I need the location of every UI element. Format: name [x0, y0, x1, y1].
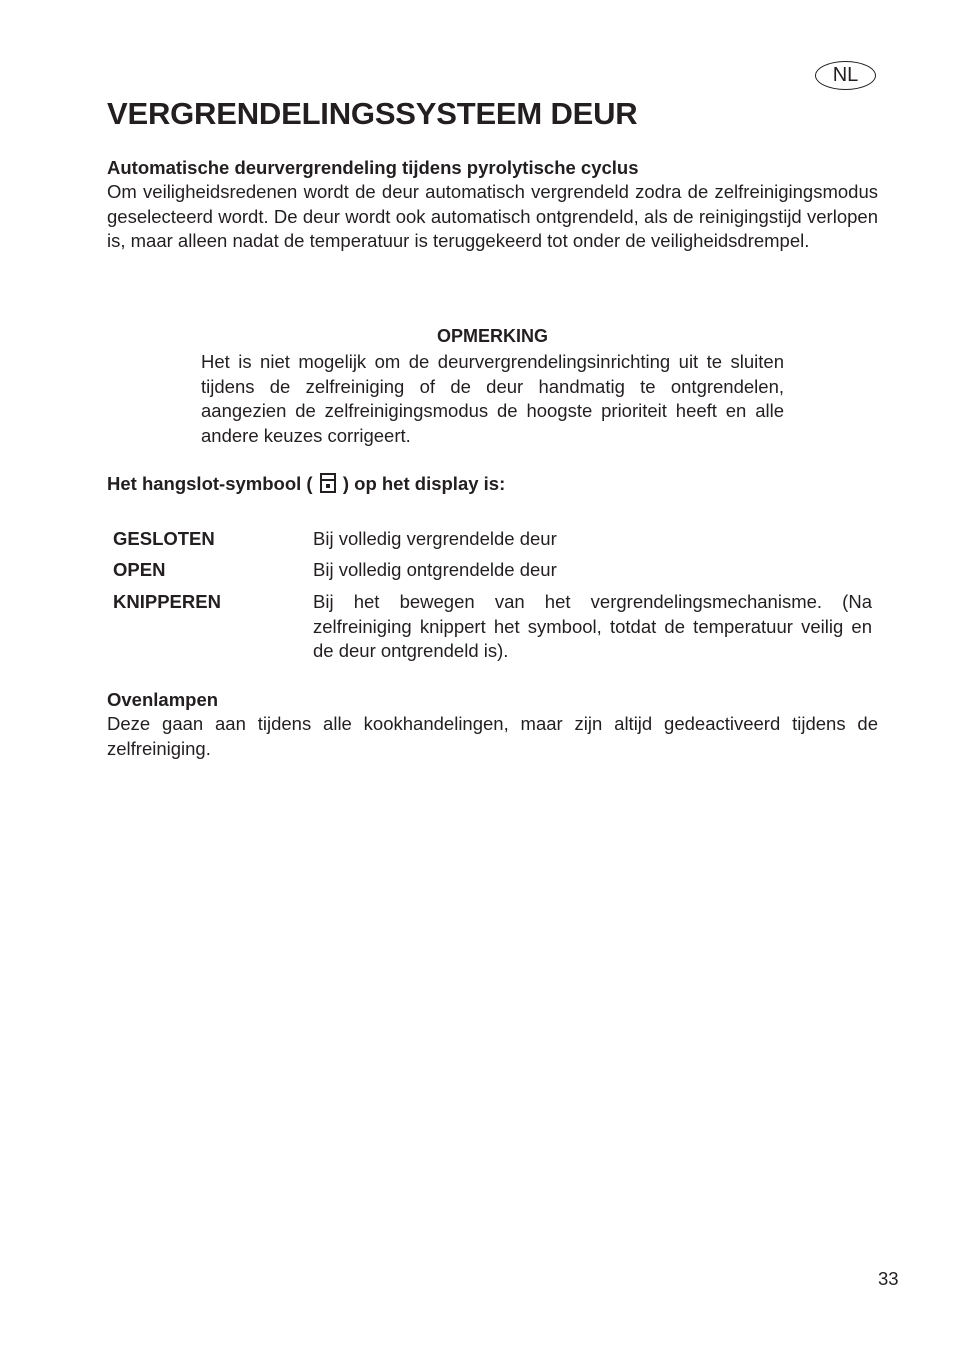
state-row-open [113, 558, 872, 583]
section-heading-door-lock: Automatische deurvergrendeling tijdens pyrolytische cyclus [107, 157, 639, 178]
page-number: 33 [878, 1268, 899, 1289]
state-description: Bij volledig ontgrendelde deur [313, 559, 557, 580]
note-body: Het is niet mogelijk om de deurvergrendelingsinrichting uit te sluiten tijdens de zelfreiniging of de deur handmatig te ontgrendelen, aangezien de zelfreinigingsmodus de hoogste prioriteit heeft en alle andere keuzes corrigeert. [201, 351, 784, 446]
state-term: OPEN [113, 559, 166, 580]
page-title: VERGRENDELINGSSYSTEEM DEUR [107, 96, 638, 131]
state-term: GESLOTEN [113, 528, 215, 549]
section-heading-oven-lamps: Ovenlampen [107, 689, 219, 710]
state-row-closed [113, 527, 872, 552]
padlock-heading [107, 472, 878, 497]
state-term: KNIPPEREN [113, 591, 221, 612]
state-description: Bij volledig vergrendelde deur [313, 528, 557, 549]
padlock-heading-after: ) op het display is: [342, 473, 506, 494]
state-row-blinking [113, 590, 872, 664]
section-body-door-lock: Om veiligheidsredenen wordt de deur automatisch vergrendeld zodra de zelfreinigingsmodus geselecteerd wordt. De deur wordt ook automatisch ontgrendeld, als de reinigingstijd verlopen is, maar alleen nadat de temperatuur is teruggekeerd tot onder de veiligheidsdrempel. [107, 181, 878, 251]
note-heading: OPMERKING [436, 326, 548, 346]
language-badge: NL [815, 61, 876, 90]
section-body-oven-lamps: Deze gaan aan tijdens alle kookhandelingen, maar zijn altijd gedeactiveerd tijdens de zelfreiniging. [107, 713, 878, 759]
padlock-heading-before: Het hangslot-symbool ( [107, 473, 313, 494]
state-description: Bij het bewegen van het vergrendelingsmechanisme. (Na zelfreiniging knippert het symbool, totdat de temperatuur veilig en de deur ontgrendeld is). [313, 591, 872, 661]
padlock-display-icon [320, 473, 336, 493]
